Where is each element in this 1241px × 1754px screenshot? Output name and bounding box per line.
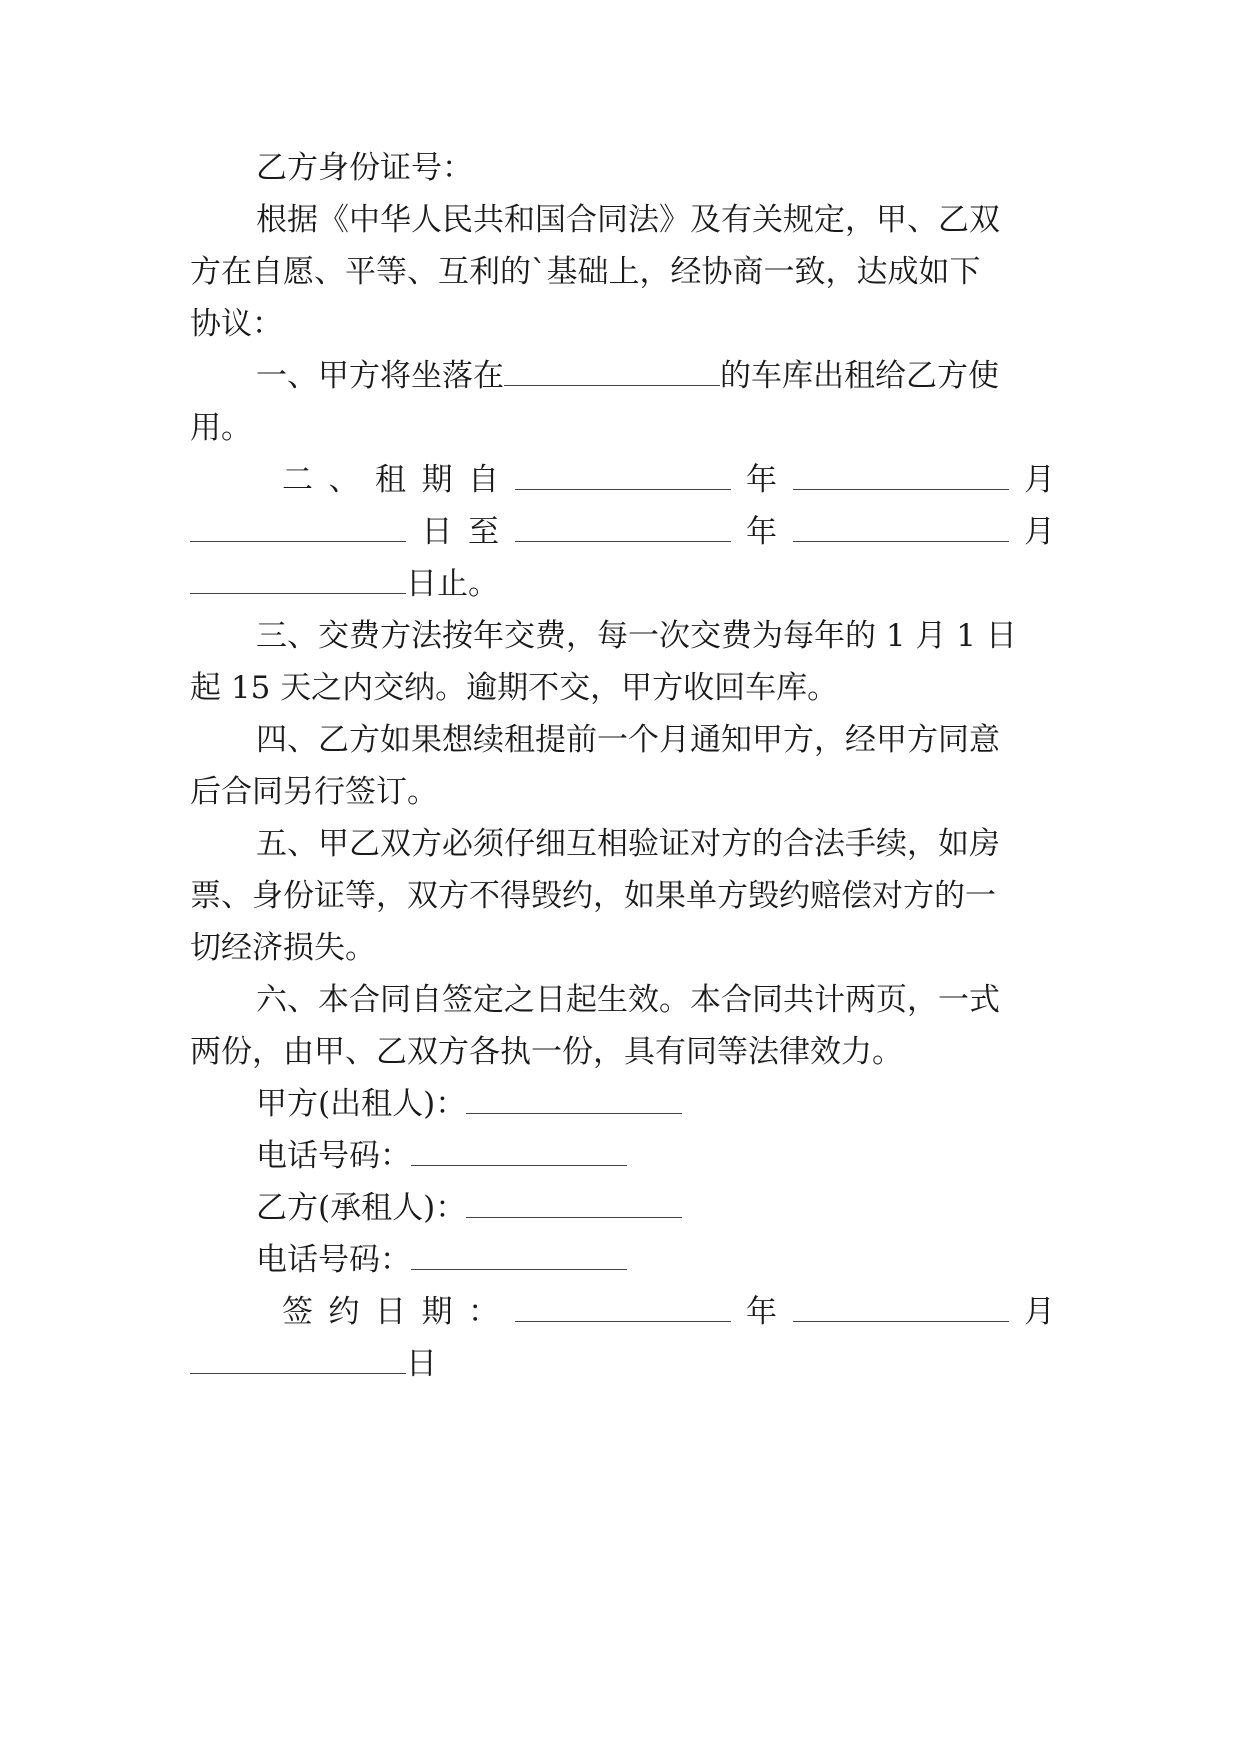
sign-month-blank [793, 1293, 1009, 1322]
clause-2-w3: 租 [375, 462, 406, 498]
phone-b-label: 电话号码： [256, 1242, 411, 1278]
clause-3-line-1 [256, 616, 1055, 656]
clause-2-w5: 自 [468, 462, 499, 498]
basis-line-1 [256, 200, 1055, 240]
sign-year-blank [515, 1293, 731, 1322]
start-month-blank [793, 461, 1009, 490]
end-month-blank [793, 513, 1009, 542]
month-label-2: 月 [1024, 514, 1055, 550]
basis-text-3: 协议： [190, 306, 283, 342]
sign-day-blank [190, 1345, 406, 1374]
sign-year-label: 年 [746, 1294, 777, 1330]
clause-5-line-2 [190, 876, 1055, 916]
sign-date-line-1 [282, 1292, 1055, 1332]
basis-text-2: 方在自愿、平等、互利的`基础上，经协商一致，达成如下 [190, 254, 981, 290]
sign-date-line-2 [190, 1344, 1055, 1384]
clause-4-line-2 [190, 772, 1055, 812]
month-label: 月 [1024, 462, 1055, 498]
clause-2-w1: 二 [282, 462, 313, 498]
year-label: 年 [746, 462, 777, 498]
phone-b-blank [411, 1241, 627, 1270]
tenant-id-label: 乙方身份证号： [256, 150, 473, 186]
phone-a-line [256, 1136, 1055, 1176]
party-a-blank [466, 1085, 682, 1114]
basis-text-1: 根据《中华人民共和国合同法》及有关规定，甲、乙双 [256, 202, 1000, 238]
clause-3-text-1: 三、交费方法按年交费，每一次交费为每年的 1 月 1 日 [256, 618, 1017, 654]
clause-2-w4: 期 [421, 462, 453, 498]
clause-5-text-2: 票、身份证等，双方不得毁约，如果单方毁约赔偿对方的一 [190, 878, 996, 914]
year-label-2: 年 [746, 514, 777, 550]
basis-line-2 [190, 252, 1055, 292]
clause-6-text-1: 六、本合同自签定之日起生效。本合同共计两页，一式 [256, 982, 1000, 1018]
clause-4-line-1 [256, 720, 1055, 760]
clause-2-line-1 [282, 460, 1055, 500]
clause-2-w2: 、 [328, 462, 360, 498]
phone-a-label: 电话号码： [256, 1138, 411, 1174]
end-day-blank [190, 565, 406, 594]
clause-6-line-1 [256, 980, 1055, 1020]
start-day-blank [190, 513, 406, 542]
sign-date-w2: 约 [328, 1294, 360, 1330]
clause-3-text-2: 起 15 天之内交纳。逾期不交，甲方收回车库。 [190, 670, 839, 706]
sign-date-w4: 期 [421, 1294, 453, 1330]
start-year-blank [515, 461, 731, 490]
clause-1-pre: 一、甲方将坐落在 [256, 358, 504, 394]
location-blank [504, 357, 720, 386]
clause-5-line-3 [190, 928, 1055, 968]
clause-6-line-2 [190, 1032, 1055, 1072]
to-label: 至 [468, 514, 499, 550]
sign-date-w3: 日 [375, 1294, 406, 1330]
clause-4-text-1: 四、乙方如果想续租提前一个月通知甲方，经甲方同意 [256, 722, 1000, 758]
sign-date-w1: 签 [282, 1294, 313, 1330]
clause-5-line-1 [256, 824, 1055, 864]
sign-month-label: 月 [1024, 1294, 1055, 1330]
clause-1-line-1 [256, 356, 1055, 396]
clause-1-post: 的车库出租给乙方使 [720, 358, 999, 394]
clause-5-text-3: 切经济损失。 [190, 930, 376, 966]
party-a-line [256, 1084, 1055, 1124]
sign-day-label: 日 [406, 1346, 437, 1382]
clause-1-line-2 [190, 408, 1055, 448]
party-b-line [256, 1188, 1055, 1228]
phone-a-blank [411, 1137, 627, 1166]
clause-2-line-2 [190, 512, 1055, 552]
sign-date-colon: ： [468, 1294, 499, 1330]
clause-3-line-2 [190, 668, 1055, 708]
end-label: 日止。 [406, 566, 499, 602]
clause-2-line-3 [190, 564, 1055, 604]
phone-b-line [256, 1240, 1055, 1280]
party-b-label: 乙方(承租人)： [256, 1190, 467, 1226]
clause-1-end: 用。 [190, 410, 252, 446]
day-label: 日 [421, 514, 453, 550]
clause-5-text-1: 五、甲乙双方必须仔细互相验证对方的合法手续，如房 [256, 826, 1000, 862]
party-b-blank [466, 1189, 682, 1218]
party-a-label: 甲方(出租人)： [256, 1086, 467, 1122]
basis-line-3 [190, 304, 1055, 344]
tenant-id-line [256, 148, 1055, 188]
end-year-blank [515, 513, 731, 542]
clause-4-text-2: 后合同另行签订。 [190, 774, 438, 810]
clause-6-text-2: 两份，由甲、乙双方各执一份，具有同等法律效力。 [190, 1034, 903, 1070]
